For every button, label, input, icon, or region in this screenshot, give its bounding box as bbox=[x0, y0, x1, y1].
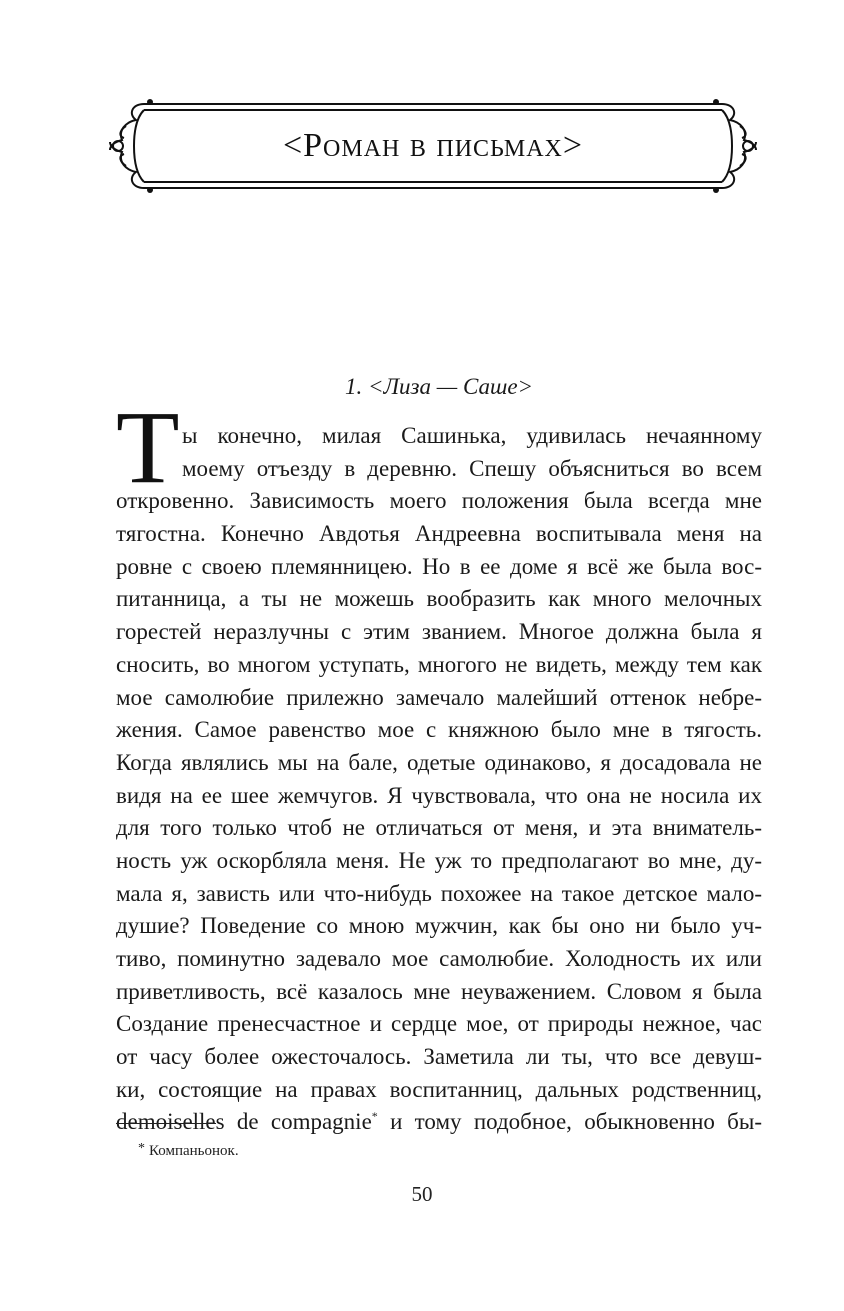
chapter-title-frame bbox=[104, 96, 762, 196]
text-line: откровенно. Зависимость моего положения была всегда мне bbox=[116, 488, 762, 514]
text-line: ки, состоящие на правах воспитанниц, дальных родственниц, bbox=[116, 1076, 762, 1102]
footnote-text: Компаньонок. bbox=[149, 1143, 239, 1159]
footnote-mark: * bbox=[138, 1141, 145, 1156]
text-line: мое самолюбие прилежно замечало малейший оттенок небре- bbox=[116, 684, 762, 710]
text-line: тиво, поминутно задевало мое самолюбие. Холодность их или bbox=[116, 946, 762, 971]
body-text bbox=[116, 420, 762, 1139]
chapter-title: <Роман в письмах> bbox=[282, 127, 584, 164]
page-number: 50 bbox=[411, 1182, 433, 1206]
text-line: видя на ее шее жемчугов. Я чувствовала, что она не носила их bbox=[116, 782, 762, 808]
letter-heading: 1. <Лиза — Саше> bbox=[344, 374, 534, 399]
text-line: питанница, а ты не можешь вообразить как много мелочных bbox=[116, 586, 762, 612]
text-line: ровне с своею племянницею. Но в ее доме я всё же была вос- bbox=[116, 553, 762, 579]
foreign-phrase: demoiselles de compagnie bbox=[116, 1109, 372, 1135]
text-line: Создание пренесчастное и сердце мое, от природы нежное, час bbox=[116, 1011, 762, 1037]
text-line: жения. Самое равенство мое с княжною было мне в тягость. bbox=[116, 717, 762, 743]
text-line: ность уж оскорбляла меня. Не уж то предполагают во мне, ду- bbox=[116, 847, 762, 873]
text-line: мала я, зависть или что-нибудь похожее на такое детское мало- bbox=[116, 880, 762, 906]
text-line: душие? Поведение со мною мужчин, как бы оно ни было уч- bbox=[116, 913, 762, 939]
text-line-tail: и тому подобное, обыкновенно бы- bbox=[377, 1109, 762, 1135]
drop-cap: Т bbox=[116, 390, 180, 505]
footnote-divider bbox=[116, 1123, 216, 1124]
text-line: моему отъезду в деревню. Спешу объясниться во всем bbox=[182, 455, 762, 481]
text-line: Когда являлись мы на бале, одетые одинаково, я досадовала не bbox=[116, 749, 762, 775]
text-line: ы конечно, милая Сашинька, удивилась нечаянному bbox=[182, 423, 762, 448]
text-line: приветливость, всё казалось мне неуважением. Словом я была bbox=[116, 978, 762, 1004]
text-line: горестей неразлучны с этим званием. Многое должна была я bbox=[116, 619, 762, 645]
text-line: тягостна. Конечно Авдотья Андреевна воспитывала меня на bbox=[116, 521, 762, 547]
footnote-reference[interactable]: * bbox=[371, 1109, 378, 1124]
footnote bbox=[138, 1141, 239, 1160]
text-line: от часу более ожесточалось. Заметила ли ты, что все девуш- bbox=[116, 1044, 762, 1070]
text-line: сносить, во многом уступать, многого не видеть, между тем как bbox=[116, 651, 762, 677]
text-line: для того только чтоб не отличаться от меня, и эта вниматель- bbox=[116, 815, 762, 841]
